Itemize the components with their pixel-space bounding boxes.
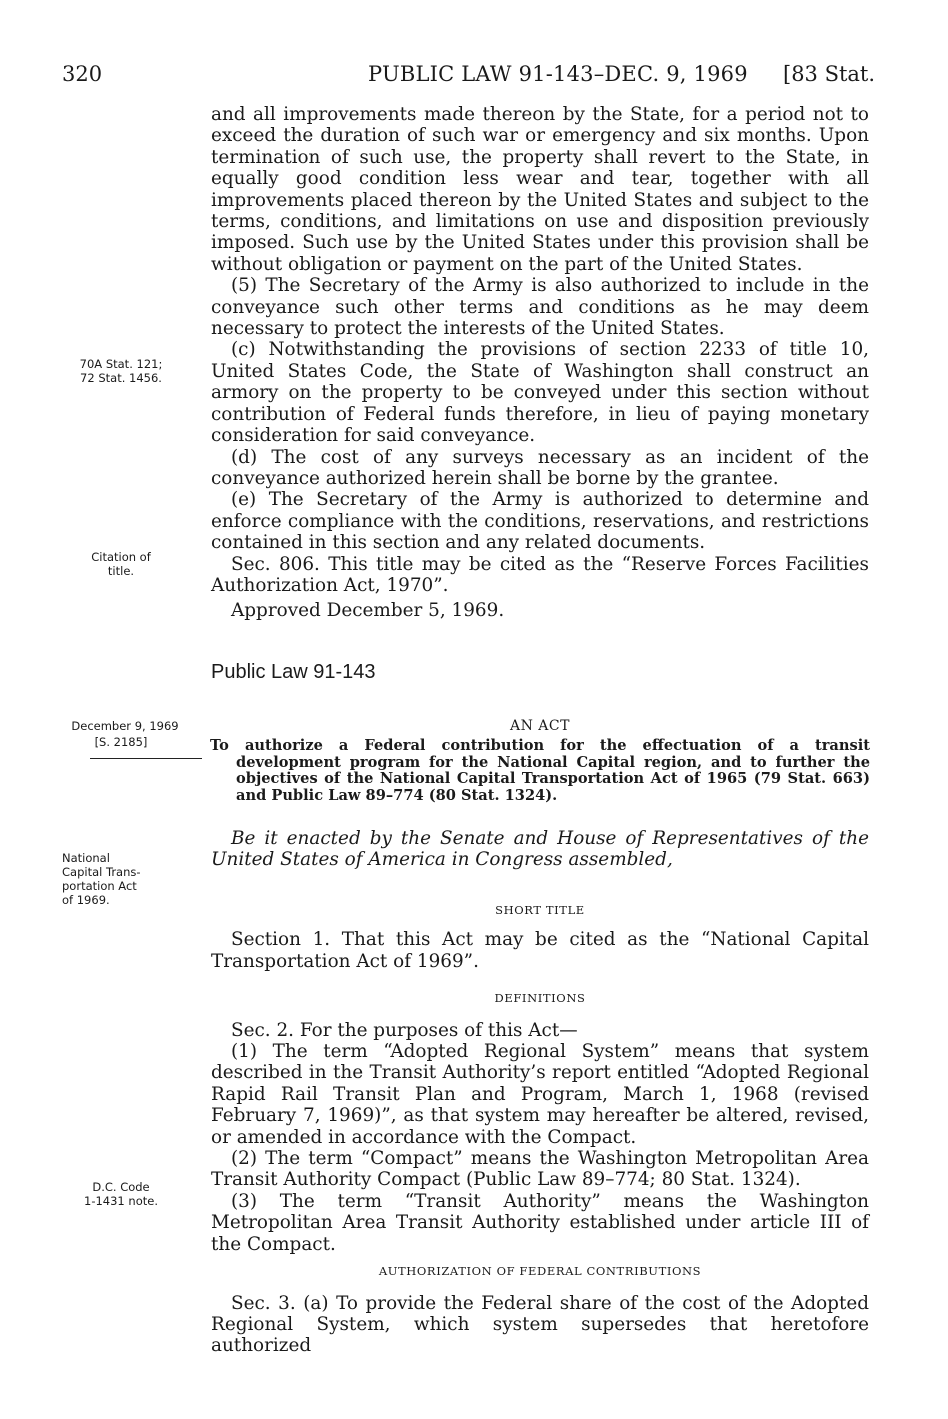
margin-note-stat-refs: 70A Stat. 121; 72 Stat. 1456. [79,357,163,385]
paragraph-e: (e) The Secretary of the Army is authorized to determine and enforce compliance with the conditions, reservations, and restrictions contained in this section and any related documents. [211,489,869,554]
definitions-heading: DEFINITIONS [494,991,586,1006]
running-title: PUBLIC LAW 91-143–DEC. 9, 1969 [368,62,748,86]
enacting-clause: Be it enacted by the Senate and House of Representatives of the United States of America in Congress assembled, [211,828,869,871]
section-1-text: Section 1. That this Act may be cited as the “National Capital Transportation Act of 1969”. [211,929,869,972]
an-act-heading: AN ACT [510,718,570,734]
authorization-heading: AUTHORIZATION OF FEDERAL CONTRIBUTIONS [378,1264,702,1279]
paragraph-c: (c) Notwithstanding the provisions of section 2233 of title 10, United States Code, the State of Washington shall construct an armory on the property to be conveyed under this section without contribution of Federal funds therefore, in lieu of paying monetary consideration for said conveyance. [211,339,869,447]
definition-1: (1) The term “Adopted Regional System” means that system described in the Transit Authority’s report entitled “Adopted Regional Rapid Rail Transit Plan and Program, March 1, 1968 (revised February 7, 1969)”, as that system may hereafter be altered, revised, or amended in accordance with the Compact. [211,1041,869,1148]
section-1 [211,900,869,1357]
definition-3: (3) The term “Transit Authority” means the Washington Metropolitan Area Transit Authority established under article III of the Compact. [211,1190,869,1255]
short-title-heading: SHORT TITLE [495,903,585,917]
margin-note-citation: Citation of title. [91,550,151,578]
section-continuation [211,104,869,622]
margin-note-short-title: National Capital Trans- portation Act of 1969. [62,851,141,907]
act-purpose: To authorize a Federal contribution for the effectuation of a transit development program for the National Capital region, and to further the objectives of the National Capital Transportation Act of 1965 (79 Stat. 663) and Public Law 89–774 (80 Stat. 1324). [210,737,870,804]
page-number: 320 [62,62,103,86]
public-law-number: Public Law 91-143 [211,661,376,683]
margin-rule [90,758,202,759]
section-806: Sec. 806. This title may be cited as the “Reserve Forces Facilities Authorization Act, 1970”. [211,553,869,596]
paragraph-use-reversion: and all improvements made thereon by the State, for a period not to exceed the duration of such war or emergency and six months. Upon termination of such use, the property shall revert to the State, in equally good condition less wear and tear, together with all improvements placed thereon by the United States and subject to the terms, conditions, and limitations on use and disposition previously imposed. Such use by the United States under this provision shall be without obligation or payment on the part of the United States. [211,104,869,275]
definition-2: (2) The term “Compact” means the Washington Metropolitan Area Transit Authority Compact (Public Law 89–774; 80 Stat. 1324). [211,1148,869,1191]
approved-date: Approved December 5, 1969. [231,600,505,622]
margin-note-dc-code: D.C. Code 1-1431 note. [84,1180,158,1208]
paragraph-d: (d) The cost of any surveys necessary as an incident of the conveyance authorized herein shall be borne by the grantee. [211,446,869,489]
paragraph-5: (5) The Secretary of the Army is also authorized to include in the conveyance such other terms and conditions as he may deem necessary to protect the interests of the United States. [211,275,869,340]
section-3-text: Sec. 3. (a) To provide the Federal share of the cost of the Adopted Regional System, which system supersedes that heretofore authorized [211,1292,869,1357]
margin-note-bill: [S. 2185] [94,735,148,749]
margin-note-date: December 9, 1969 [71,719,179,733]
section-2-intro: Sec. 2. For the purposes of this Act— [231,1019,578,1041]
statute-volume: [83 Stat. [783,62,876,86]
